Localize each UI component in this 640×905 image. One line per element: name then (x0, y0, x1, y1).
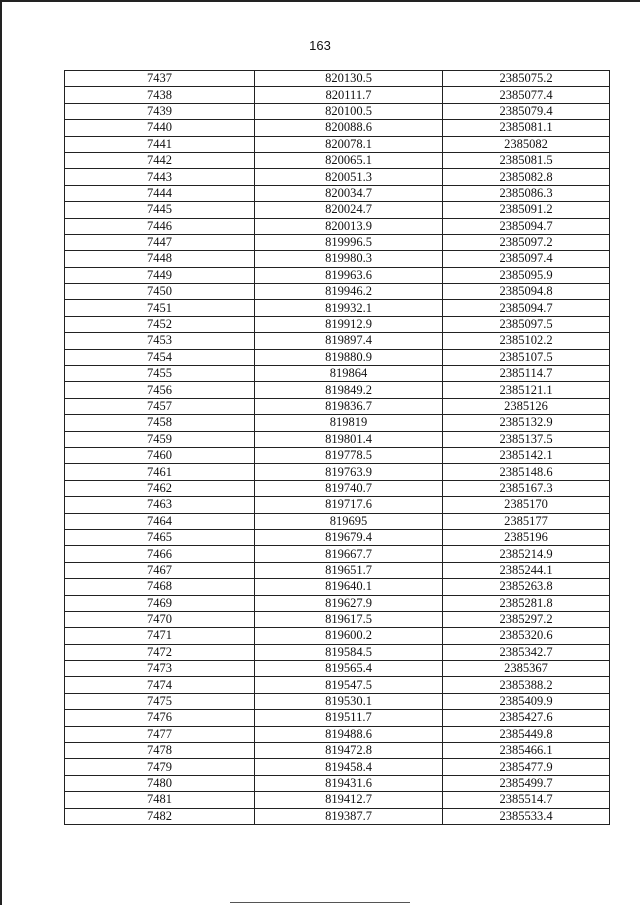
table-row (65, 447, 610, 463)
y-coordinate-cell: 2385097.4 (443, 251, 610, 267)
x-coordinate-cell: 819627.9 (255, 595, 443, 611)
y-coordinate-cell: 2385297.2 (443, 611, 610, 627)
y-coordinate-cell: 2385320.6 (443, 628, 610, 644)
x-coordinate-cell: 819472.8 (255, 743, 443, 759)
point-number-cell: 7467 (65, 562, 255, 578)
point-number-cell: 7454 (65, 349, 255, 365)
y-coordinate-cell: 2385094.7 (443, 218, 610, 234)
point-number-cell: 7439 (65, 103, 255, 119)
point-number-cell: 7473 (65, 661, 255, 677)
x-coordinate-cell: 819836.7 (255, 398, 443, 414)
x-coordinate-cell: 819946.2 (255, 284, 443, 300)
table-row (65, 152, 610, 168)
x-coordinate-cell: 820100.5 (255, 103, 443, 119)
table-row (65, 415, 610, 431)
table-row (65, 595, 610, 611)
table-row (65, 333, 610, 349)
x-coordinate-cell: 819667.7 (255, 546, 443, 562)
table-row (65, 136, 610, 152)
y-coordinate-cell: 2385214.9 (443, 546, 610, 562)
x-coordinate-cell: 820065.1 (255, 152, 443, 168)
table-row (65, 103, 610, 119)
table-row (65, 284, 610, 300)
table-row (65, 644, 610, 660)
point-number-cell: 7457 (65, 398, 255, 414)
x-coordinate-cell: 819996.5 (255, 234, 443, 250)
x-coordinate-cell: 820024.7 (255, 202, 443, 218)
table-row (65, 759, 610, 775)
table-row (65, 234, 610, 250)
x-coordinate-cell: 819819 (255, 415, 443, 431)
table-row (65, 546, 610, 562)
point-number-cell: 7445 (65, 202, 255, 218)
table-row (65, 726, 610, 742)
x-coordinate-cell: 819511.7 (255, 710, 443, 726)
table-row (65, 349, 610, 365)
table-row (65, 251, 610, 267)
point-number-cell: 7472 (65, 644, 255, 660)
point-number-cell: 7448 (65, 251, 255, 267)
table-row (65, 693, 610, 709)
point-number-cell: 7478 (65, 743, 255, 759)
point-number-cell: 7480 (65, 775, 255, 791)
y-coordinate-cell: 2385091.2 (443, 202, 610, 218)
x-coordinate-cell: 820111.7 (255, 87, 443, 103)
y-coordinate-cell: 2385367 (443, 661, 610, 677)
y-coordinate-cell: 2385077.4 (443, 87, 610, 103)
x-coordinate-cell: 819458.4 (255, 759, 443, 775)
x-coordinate-cell: 819565.4 (255, 661, 443, 677)
point-number-cell: 7437 (65, 71, 255, 87)
y-coordinate-cell: 2385342.7 (443, 644, 610, 660)
x-coordinate-cell: 819679.4 (255, 529, 443, 545)
y-coordinate-cell: 2385499.7 (443, 775, 610, 791)
table-row (65, 775, 610, 791)
y-coordinate-cell: 2385081.1 (443, 120, 610, 136)
table-row (65, 300, 610, 316)
page-border-bottom (230, 902, 410, 903)
point-number-cell: 7476 (65, 710, 255, 726)
x-coordinate-cell: 819963.6 (255, 267, 443, 283)
y-coordinate-cell: 2385097.2 (443, 234, 610, 250)
y-coordinate-cell: 2385094.8 (443, 284, 610, 300)
point-number-cell: 7462 (65, 480, 255, 496)
y-coordinate-cell: 2385170 (443, 497, 610, 513)
y-coordinate-cell: 2385142.1 (443, 447, 610, 463)
point-number-cell: 7482 (65, 808, 255, 824)
table-row (65, 87, 610, 103)
point-number-cell: 7438 (65, 87, 255, 103)
table-row (65, 185, 610, 201)
point-number-cell: 7442 (65, 152, 255, 168)
y-coordinate-cell: 2385082.8 (443, 169, 610, 185)
table-row (65, 366, 610, 382)
point-number-cell: 7450 (65, 284, 255, 300)
point-number-cell: 7441 (65, 136, 255, 152)
table-row (65, 743, 610, 759)
point-number-cell: 7456 (65, 382, 255, 398)
y-coordinate-cell: 2385082 (443, 136, 610, 152)
y-coordinate-cell: 2385148.6 (443, 464, 610, 480)
point-number-cell: 7470 (65, 611, 255, 627)
table-row (65, 529, 610, 545)
point-number-cell: 7464 (65, 513, 255, 529)
table-row (65, 316, 610, 332)
point-number-cell: 7475 (65, 693, 255, 709)
page-border-top (0, 0, 640, 2)
table-row (65, 611, 610, 627)
y-coordinate-cell: 2385114.7 (443, 366, 610, 382)
table-row (65, 218, 610, 234)
x-coordinate-cell: 820013.9 (255, 218, 443, 234)
x-coordinate-cell: 819763.9 (255, 464, 443, 480)
x-coordinate-cell: 819387.7 (255, 808, 443, 824)
x-coordinate-cell: 819584.5 (255, 644, 443, 660)
point-number-cell: 7479 (65, 759, 255, 775)
y-coordinate-cell: 2385075.2 (443, 71, 610, 87)
y-coordinate-cell: 2385102.2 (443, 333, 610, 349)
table-row (65, 169, 610, 185)
y-coordinate-cell: 2385079.4 (443, 103, 610, 119)
y-coordinate-cell: 2385263.8 (443, 579, 610, 595)
y-coordinate-cell: 2385132.9 (443, 415, 610, 431)
point-number-cell: 7440 (65, 120, 255, 136)
x-coordinate-cell: 819801.4 (255, 431, 443, 447)
x-coordinate-cell: 820088.6 (255, 120, 443, 136)
y-coordinate-cell: 2385449.8 (443, 726, 610, 742)
point-number-cell: 7444 (65, 185, 255, 201)
x-coordinate-cell: 819617.5 (255, 611, 443, 627)
y-coordinate-cell: 2385533.4 (443, 808, 610, 824)
point-number-cell: 7452 (65, 316, 255, 332)
point-number-cell: 7451 (65, 300, 255, 316)
y-coordinate-cell: 2385097.5 (443, 316, 610, 332)
point-number-cell: 7474 (65, 677, 255, 693)
table-row (65, 480, 610, 496)
x-coordinate-cell: 819717.6 (255, 497, 443, 513)
point-number-cell: 7465 (65, 529, 255, 545)
table-row (65, 677, 610, 693)
point-number-cell: 7469 (65, 595, 255, 611)
table-row (65, 661, 610, 677)
y-coordinate-cell: 2385196 (443, 529, 610, 545)
x-coordinate-cell: 819864 (255, 366, 443, 382)
table-row (65, 792, 610, 808)
y-coordinate-cell: 2385086.3 (443, 185, 610, 201)
coordinates-table (64, 70, 610, 825)
point-number-cell: 7481 (65, 792, 255, 808)
x-coordinate-cell: 819932.1 (255, 300, 443, 316)
x-coordinate-cell: 819488.6 (255, 726, 443, 742)
table-row (65, 267, 610, 283)
x-coordinate-cell: 819695 (255, 513, 443, 529)
table-row (65, 628, 610, 644)
x-coordinate-cell: 819880.9 (255, 349, 443, 365)
table-row (65, 202, 610, 218)
table-row (65, 71, 610, 87)
y-coordinate-cell: 2385388.2 (443, 677, 610, 693)
table-row (65, 382, 610, 398)
y-coordinate-cell: 2385427.6 (443, 710, 610, 726)
point-number-cell: 7477 (65, 726, 255, 742)
table-row (65, 497, 610, 513)
x-coordinate-cell: 819412.7 (255, 792, 443, 808)
point-number-cell: 7459 (65, 431, 255, 447)
y-coordinate-cell: 2385244.1 (443, 562, 610, 578)
table-row (65, 120, 610, 136)
point-number-cell: 7455 (65, 366, 255, 382)
point-number-cell: 7466 (65, 546, 255, 562)
x-coordinate-cell: 819640.1 (255, 579, 443, 595)
y-coordinate-cell: 2385081.5 (443, 152, 610, 168)
point-number-cell: 7443 (65, 169, 255, 185)
page-number: 163 (309, 38, 331, 53)
y-coordinate-cell: 2385126 (443, 398, 610, 414)
point-number-cell: 7463 (65, 497, 255, 513)
y-coordinate-cell: 2385167.3 (443, 480, 610, 496)
table-row (65, 562, 610, 578)
x-coordinate-cell: 819530.1 (255, 693, 443, 709)
coordinates-table-body (65, 71, 610, 825)
y-coordinate-cell: 2385514.7 (443, 792, 610, 808)
y-coordinate-cell: 2385121.1 (443, 382, 610, 398)
point-number-cell: 7447 (65, 234, 255, 250)
y-coordinate-cell: 2385107.5 (443, 349, 610, 365)
x-coordinate-cell: 820051.3 (255, 169, 443, 185)
y-coordinate-cell: 2385137.5 (443, 431, 610, 447)
point-number-cell: 7446 (65, 218, 255, 234)
point-number-cell: 7453 (65, 333, 255, 349)
table-row (65, 431, 610, 447)
point-number-cell: 7460 (65, 447, 255, 463)
table-row (65, 808, 610, 824)
page-border-left (0, 0, 2, 905)
x-coordinate-cell: 819980.3 (255, 251, 443, 267)
point-number-cell: 7461 (65, 464, 255, 480)
y-coordinate-cell: 2385409.9 (443, 693, 610, 709)
x-coordinate-cell: 820078.1 (255, 136, 443, 152)
x-coordinate-cell: 819849.2 (255, 382, 443, 398)
table-row (65, 579, 610, 595)
table-row (65, 513, 610, 529)
x-coordinate-cell: 819897.4 (255, 333, 443, 349)
x-coordinate-cell: 819740.7 (255, 480, 443, 496)
y-coordinate-cell: 2385281.8 (443, 595, 610, 611)
y-coordinate-cell: 2385095.9 (443, 267, 610, 283)
x-coordinate-cell: 819547.5 (255, 677, 443, 693)
x-coordinate-cell: 819600.2 (255, 628, 443, 644)
x-coordinate-cell: 819778.5 (255, 447, 443, 463)
x-coordinate-cell: 819912.9 (255, 316, 443, 332)
y-coordinate-cell: 2385094.7 (443, 300, 610, 316)
table-row (65, 710, 610, 726)
table-row (65, 464, 610, 480)
coordinates-table-container (64, 70, 609, 825)
y-coordinate-cell: 2385477.9 (443, 759, 610, 775)
y-coordinate-cell: 2385466.1 (443, 743, 610, 759)
point-number-cell: 7468 (65, 579, 255, 595)
x-coordinate-cell: 820130.5 (255, 71, 443, 87)
x-coordinate-cell: 820034.7 (255, 185, 443, 201)
x-coordinate-cell: 819651.7 (255, 562, 443, 578)
x-coordinate-cell: 819431.6 (255, 775, 443, 791)
y-coordinate-cell: 2385177 (443, 513, 610, 529)
point-number-cell: 7449 (65, 267, 255, 283)
table-row (65, 398, 610, 414)
point-number-cell: 7458 (65, 415, 255, 431)
point-number-cell: 7471 (65, 628, 255, 644)
